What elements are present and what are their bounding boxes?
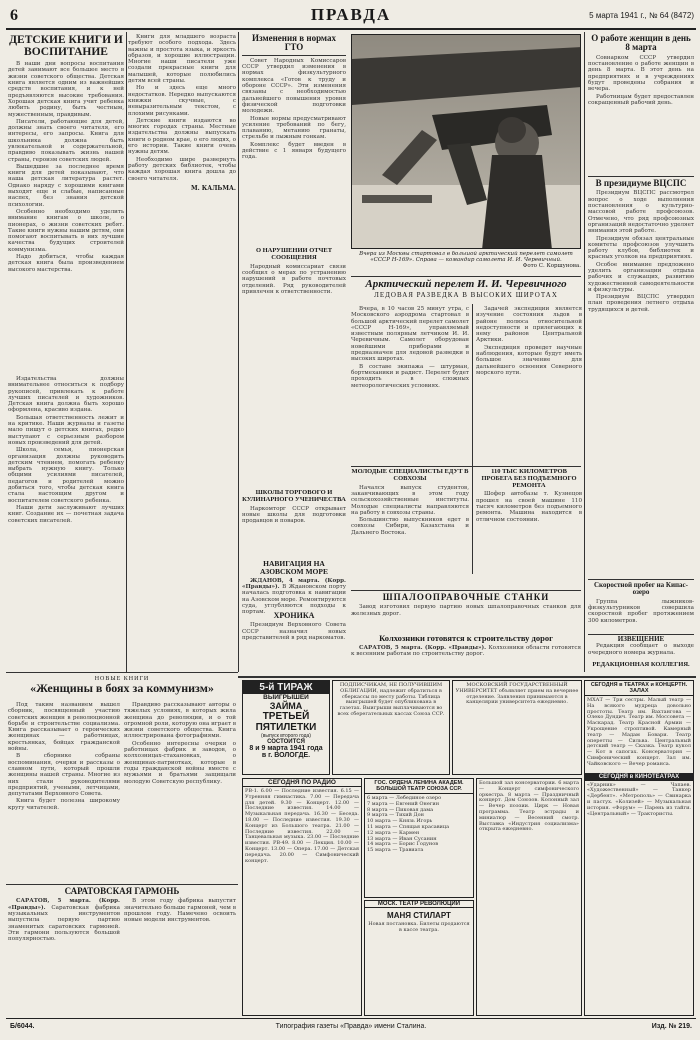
article-broken-reports: О НАРУШЕНИИ ОТЧЕТ СООБЩЕНИЯ Народный комиссариат связи сообщил о мерах по устранению нарушений в работе почтовых отделений. Ряд руководителей привлечен к ответственности. bbox=[242, 248, 346, 295]
azov-headline: НАВИГАЦИЯ НА АЗОВСКОМ МОРЕ bbox=[260, 560, 328, 576]
subscription-ad: ПОДПИСЧИКАМ, НЕ ПОЛУЧИВШИМ ОБЛИГАЦИИ, надлежит обратиться в сберкассы по месту работы. Таблица выигрышей будет опубликована в газетах. Выигрыши выплачиваются во всех сберегательных кассах Союза ССР. bbox=[332, 680, 450, 775]
radio-schedule: СЕГОДНЯ ПО РАДИО РВ-1. 6.00 — Последние известия. 6.15 — Утренняя гимнастика. 7.00 — Передача для детей. 9.30 — Концерт. 12.00 — Последние известия. 14.00 — Музыкальная передача. 16.30 — Беседа. 18.00 — Последние известия. 19.30 — Концерт из Большого театра. 21.00 — Последние известия. 22.00 — Танцевальная музыка. 23.00 — Последние известия. РВ-49. 8.00 — Лекция. 10.00 — Концерт. 13.00 — Опера. 17.00 — Детская передача. 20.00 — Симфонический концерт. bbox=[242, 778, 362, 1016]
km-headline: 110 ТЫС КИЛОМЕТРОВ ПРОБЕГА БЕЗ ПОДЪЕМНОГО РЕМОНТА bbox=[481, 469, 577, 489]
saratov-accordion-section: САРАТОВСКАЯ ГАРМОНЬ САРАТОВ, 5 марта. (Корр. «Правды»). Саратовская фабрика музыкальных инструментов выпустила первую партию знаменитых саратовских гармоней. Эти гармони пользуются большой популярностью. В этом году фабрика выпустит значительно больше гармоней, чем в прошлом году. Намечено освоить новые модели инструментов. bbox=[8, 887, 236, 943]
chronicle: ХРОНИКА Президиум Верховного Совета СССР назначил новых представителей в ряд наркоматов. bbox=[242, 612, 346, 641]
article-110k-km: 110 ТЫС КИЛОМЕТРОВ ПРОБЕГА БЕЗ ПОДЪЕМНОГО РЕМОНТА Шофер автобазы т. Кузнецов прошел на своей машине 110 тысяч километров без подъемного ремонта. Машина находится в отличном состоянии. bbox=[476, 469, 582, 523]
broken-headline: О НАРУШЕНИИ ОТЧЕТ СООБЩЕНИЯ bbox=[255, 248, 333, 261]
issue-date: 5 марта 1941 г., № 64 (8472) bbox=[589, 11, 694, 20]
article-gto: Изменения в нормах ГТО Совет Народных Комиссаров СССР утвердил изменения в нормах физкультурного комплекса «Готов к труду и обороне СССР». Эти изменения связаны с необходимостью дальнейшего повышения уровня физической подготовки молодежи. Новые нормы предусматривают усиление требований по бегу, плаванию, метанию гранаты, стрельбе и лыжным гонкам. Комплекс будет введен в действие с 1 января будущего года. bbox=[242, 34, 346, 161]
schools-headline: ШКОЛЫ ТОРГОВОГО И КУЛИНАРНОГО УЧЕНИЧЕСТВА bbox=[242, 490, 346, 503]
article-speed-race: Скоростной пробег на Кипас-озеро Группа лыжников-физкультурников совершила скоростной пробег протяжением 300 километров. bbox=[588, 582, 694, 624]
shpalo-headline: ШПАЛООПРАВОЧНЫЕ СТАНКИ bbox=[382, 593, 550, 602]
saratov-headline: САРАТОВСКАЯ ГАРМОНЬ bbox=[64, 887, 180, 896]
article-azov-navigation: НАВИГАЦИЯ НА АЗОВСКОМ МОРЕ ЖДАНОВ, 4 марта. (Корр. «Правды»). В Ждановском порту началась подготовка к навигации на Азовском море. Ремонтируются суда, углубляются подходы к портам. bbox=[242, 560, 346, 616]
newspaper-page: 6 ПРАВДА 5 марта 1941 г., № 64 (8472) ДЕТСКИЕ КНИГИ И ВОСПИТАНИЕ В наши дни вопросы воспитания детей занимают все большее место в жизни советского общества. Детская книга является одним из важнейших средств воспитания, и к ней предъявляются высокие требования. Хорошая детская книга учит ребенка любить родину, быть честным, мужественным, правдивым. Писатели, работающие для детей, должны знать своего читателя, его интересы, его запросы. Книга для школьника должна быть увлекательной и содержательной, правдиво показывать жизнь нашей страны, героизм советских людей. Вышедшие за последнее время книги для детей показывают, что наша детская литература растет. Однако наряду с хорошими книгами выходят еще и слабые, написанные наспех, без знания детской психологии. Особенно необходимо уделить внимание книгам о школе, о пионерах, о жизни советских ребят. Такие книги нужны нашим детям, они помогают воспитывать в них лучшие качества будущих строителей коммунизма. Надо добиться, чтобы каждая детская книга была произведением высокого мастерства. Издательства должны внимательнее относиться к подбору рукописей, привлекать к работе лучших писателей и художников. Детская книга должна быть хорошо оформлена, красиво издана. Большая ответственность лежит и на критике. Наши журналы и газеты мало пишут о детских книгах, редко выступают с серьезным разбором новых произведений для детей. Школа, семья, пионерская организация должны руководить детским чтением, помогать ребенку выбрать нужную книгу. Только общими усилиями писателей, педагогов и родителей можно добиться того, чтобы детская книга стала настоящим другом и воспитателем советского ребенка. Наши дети заслуживают лучших книг. Создание их — почетная задача советских писателей. Книги для младшего возраста требуют особого подхода. Здесь важны и простота языка, и яркость образов, и хорошие иллюстрации. Многие наши писатели уже создали прекрасные книги для малышей, которые полюбились детям всей страны. Но и здесь еще много недостатков. Нередко выпускаются книжки скучные, с невыразительным текстом, с плохими рисунками. Детские книги издаются во многих городах страны. Местные издательства должны выпускать книги о родном крае, о его людях, о его истории. Такие книги очень нужны детям. Необходимо шире развернуть работу детских библиотек, чтобы каждая хорошая книга дошла до своего читателя. М. КАЛЬМА. НОВЫЕ КНИГИ «Женщины в боях за коммунизм» Под таким названием вышел сборник, посвященный участию советских женщин в революционной борьбе и строительстве социализма. Книга рассказывает о героических женщинах — работницах, крестьянках, бойцах гражданской войны. В сборнике собраны воспоминания, очерки и рассказы о славном пути, который прошли женщины нашей страны. Многие из них стали руководителями предприятий, учеными, летчицами, депутатами Верховного Совета. Книга будет полезна широкому кругу читателей. Правдиво рассказывают авторы о тяжелых условиях, в которых жила женщина до революции, и о той огромной роли, которую она играет в жизни советского общества. Книга иллюстрирована фотографиями. Особенно интересны очерки о работницах фабрик и заводов, о колхозницах-стахановках, о женщинах-патриотках, которые в годы гражданской войны вместе с мужьями и братьями защищали молодую Советскую республику. САРАТОВСКАЯ ГАРМОНЬ САРАТОВ, 5 марта. (Корр. «Правды»). Саратовская фабрика музыкальных инструментов выпустила первую партию знаменитых саратовских гармоней. Эти гармони пользуются большой популярностью. В этом году фабрика выпустит значительно больше гармоней, чем в прошлом году. Намечено освоить новые модели инструментов. Изменения в нормах ГТО Совет Народных Комиссаров СССР утвердил изменения в нормах физкультурного комплекса «Готов к труду и обороне СССР». Эти изменения связаны с необходимостью дальнейшего повышения уровня физической подготовки молодежи. Новые нормы предусматривают усиление требований по бегу, плаванию, метанию гранаты, стрельбе и лыжным гонкам. Комплекс будет введен в действие с 1 января будущего года. О НАРУШЕНИИ ОТЧЕТ СООБЩЕНИЯ Народный комиссариат связи сообщил о мерах по устранению нарушений в работе почтовых отделений. Ряд руководителей привлечен к ответственности. ШКОЛЫ ТОРГОВОГО И КУЛИНАРНОГО УЧЕНИЧЕСТВА Наркомторг СССР открывает новые школы для подготовки продавцов и поваров. НАВИГАЦИЯ НА АЗОВСКОМ МОРЕ ЖДАНОВ, 4 марта. (Корр. «Правды»). В Ждановском порту началась подготовка к навигации на Азовском море. Ремонтируются суда, углубляются подходы к портам. ХРОНИКА Президиум Верховного Совета СССР назначил новых представителей в ряд наркоматов. Вчера из Москвы стартовал в большой арктический перелет самолет «СССР Н-169». Справа — командир самолета И. И. Черевичный. Фото С. Коршунова. Арктический перелет И. И. Черевичного ЛЕДОВАЯ РАЗВЕДКА В ВЫСОКИХ ШИРОТАХ Вчера, в 10 часов 25 минут утра, с Московского аэродрома стартовал в большой арктический перелет самолет «СССР Н-169», управляемый известным полярным летчиком И. И. Черевичным. Самолет оборудован новейшими приборами и предназначен для ледовой разведки в высоких широтах. В составе экипажа — штурман, бортмеханики и радист. Перелет будет проходить в сложных метеорологических условиях. Задачей экспедиции является изучение состояния льдов в районе полюса относительной недоступности и прилегающих к нему районов Центральной Арктики. Экспедиция проведет научные наблюдения, которые будут иметь большое значение для дальнейшего освоения Северного морского пути. МОЛОДЫЕ СПЕЦИАЛИСТЫ ЕДУТ В СОВХОЗЫ Начался выпуск студентов, заканчивающих в этом году сельскохозяйственные институты. Молодые специалисты направляются на работу в совхозы страны. Большинство выпускников едет в совхозы Сибири, Казахстана и Дальнего Востока. 110 ТЫС КИЛОМЕТРОВ ПРОБЕГА БЕЗ ПОДЪЕМНОГО РЕМОНТА Шофер автобазы т. Кузнецов прошел на своей машине 110 тысяч километров без подъемного ремонта. Машина находится в отличном состоянии. ШПАЛООПРАВОЧНЫЕ СТАНКИ Завод изготовил первую партию новых шпалоправочных станков для железных дорог. Колхозники готовятся к строительству дорог САРАТОВ, 5 марта. (Корр. «Правды»). Колхозники области готовятся к весенним работам по строительству дорог. О работе женщин в день 8 марта Совнарком СССР утвердил постановление о работе женщин в день 8 марта. В этот день на предприятиях и в учреждениях будут проведены собрания и вечера. Работницам будет предоставлен сокращенный рабочий день. В президиуме ВЦСПС Президиум ВЦСПС рассмотрел вопрос о ходе выполнения постановления о культурно-массовой работе профсоюзов. Отмечено, что ряд профсоюзных организаций недостаточно уделяет внимания этой работе. Президиум обязал центральные комитеты профсоюзов улучшить работу клубов, библиотек и красных уголков на предприятиях. Особое внимание предложено уделить организации отдыха рабочих и служащих, развитию художественной самодеятельности и физкультуры. Президиум ВЦСПС утвердил план проведения летнего отдыха трудящихся и детей. Скоростной пробег на Кипас-озеро Группа лыжников-физкультурников совершила скоростной пробег протяжением 300 километров. ИЗВЕЩЕНИЕ Редакция сообщает о выходе очередного номера журнала. РЕДАКЦИОННАЯ КОЛЛЕГИЯ. 5-й ТИРАЖ ВЫИГРЫШЕЙ ЗАЙМА ТРЕТЬЕЙ ПЯТИЛЕТКИ (выпуск второго года) СОСТОИТСЯ 8 и 9 марта 1941 года в г. ВОЛОГДЕ. ПОДПИСЧИКАМ, НЕ ПОЛУЧИВШИМ ОБЛИГАЦИИ, надлежит обратиться в сберкассы по месту работы. Таблица выигрышей будет опубликована в газетах. Выигрыши выплачиваются во всех сберегательных кассах Союза ССР. МОСКОВСКИЙ ГОСУДАРСТВЕННЫЙ УНИВЕРСИТЕТ объявляет прием на вечернее отделение. Заявления принимаются в канцелярии университета ежедневно. СЕГОДНЯ ПО РАДИО РВ-1. 6.00 — Последние известия. 6.15 — Утренняя гимнастика. 7.00 — Передача для детей. 9.30 — Концерт. 12.00 — Последние известия. 14.00 — Музыкальная передача. 16.30 — Беседа. 18.00 — Последние известия. 19.30 — Концерт из Большого театра. 21.00 — Последние известия. 22.00 — Танцевальная музыка. 23.00 — Последние известия. РВ-49. 8.00 — Лекция. 10.00 — Концерт. 13.00 — Опера. 17.00 — Детская передача. 20.00 — Симфонический концерт. ГОС. ОРДЕНА ЛЕНИНА АКАДЕМ. БОЛЬШОЙ ТЕАТР СОЮЗА ССР. 6 марта — Лебединое озеро 7 марта — Евгений Онегин 8 марта — Пиковая дама 9 марта — Тихий Дон 10 марта — Князь Игорь 11 марта — Спящая красавица 12 марта — Кармен 13 марта — Иван Сусанин 14 марта — Борис Годунов 15 марта — Травиата МОСК. ТЕАТР РЕВОЛЮЦИИ МАНЯ СТИЛАРТ Новая постановка. Билеты продаются в кассе театра. СЕГОДНЯ в ТЕАТРАХ и КОНЦЕРТН. ЗАЛАХ МХАТ — Три сестры. Малый театр — На всякого мудреца довольно простоты. Театр им. Вахтангова — Олеко Дундич. Театр им. Моссовета — Маскарад. Театр Красной Армии — Укрощение строптивой. Камерный театр — Мадам Бовари. Театр оперетты — Сильва. Центральный детский театр — Сказка. Театр кукол — Кот в сапогах. Консерватория — Симфонический концерт. Зал им. Чайковского — Вечер романса. СЕГОДНЯ в КИНОТЕАТРАХ «Ударник» — Чапаев. «Художественный» — Танкер «Дербент». «Метрополь» — Свинарка и пастух. «Колизей» — Музыкальная история. «Форум» — Парень из тайги. «Центральный» — Трактористы. Большой зал консерватории. 6 марта — Концерт симфонического оркестра. 8 марта — Праздничный концерт. Дом Союзов. Колонный зал — Вечер поэзии. Цирк — Новая программа. Театр эстрады и миниатюр — Весенний смотр. Выставка «Индустрия социализма» открыта ежедневно. Б/6044. Типография газеты «Правда» имени Сталина. Изд. № 219. bbox=[6, 4, 696, 1036]
footer-right: Изд. № 219. bbox=[651, 1023, 692, 1030]
flight-headline: Арктический перелет И. И. Черевичного bbox=[365, 279, 567, 290]
kolhoz-headline: Колхозники готовятся к строительству дорог bbox=[379, 634, 553, 643]
article-presidium: В президиуме ВЦСПС Президиум ВЦСПС рассмотрел вопрос о ходе выполнения постановления о культурно-массовой работе профсоюзов. Отмечено, что ряд профсоюзных организаций недостаточно уделяет внимания этой работе. Президиум обязал центральные комитеты профсоюзов улучшить работу клубов, библиотек и красных уголков на предприятиях. Особое внимание предложено уделить организации отдыха рабочих и служащих, развитию художественной самодеятельности и физкультуры. Президиум ВЦСПС утвердил план проведения летнего отдыха трудящихся и детей. bbox=[588, 179, 694, 313]
flight-subheadline: ЛЕДОВАЯ РАЗВЕДКА В ВЫСОКИХ ШИРОТАХ bbox=[374, 290, 558, 299]
revolution-theatre-ad: МОСК. ТЕАТР РЕВОЛЮЦИИ МАНЯ СТИЛАРТ Новая постановка. Билеты продаются в кассе театра. bbox=[364, 900, 474, 1016]
cinema-heading: СЕГОДНЯ в КИНОТЕАТРАХ bbox=[585, 773, 693, 781]
footer-left: Б/6044. bbox=[10, 1023, 35, 1030]
announcements-box: МОСКОВСКИЙ ГОСУДАРСТВЕННЫЙ УНИВЕРСИТЕТ объявляет прием на вечернее отделение. Заявления принимаются в канцелярии университета ежедневно. bbox=[452, 680, 582, 775]
article-sleeper-machines: ШПАЛООПРАВОЧНЫЕ СТАНКИ Завод изготовил первую партию новых шпалоправочных станков для железных дорог. bbox=[351, 593, 581, 617]
women-headline: О работе женщин в день 8 марта bbox=[591, 34, 691, 53]
arctic-flight-body-2: Задачей экспедиции является изучение состояния льдов в районе полюса относительной недоступности и прилегающих к нему районов Центральной Арктики. Экспедиция проведет научные наблюдения, которые будут иметь большое значение для дальнейшего освоения Северного морского пути. bbox=[476, 306, 582, 376]
masthead-bar bbox=[6, 4, 696, 30]
photo-credit: Фото С. Коршунова. bbox=[522, 263, 581, 269]
arctic-flight-header bbox=[351, 279, 581, 305]
section-label: НОВЫЕ КНИГИ bbox=[94, 676, 150, 682]
bolshoi-theatre-ad: ГОС. ОРДЕНА ЛЕНИНА АКАДЕМ. БОЛЬШОЙ ТЕАТР СОЮЗА ССР. 6 марта — Лебединое озеро 7 марта — Евгений Онегин 8 марта — Пиковая дама 9 марта — Тихий Дон 10 марта — Князь Игорь 11 марта — Спящая красавица 12 марта — Кармен 13 марта — Иван Сусанин 14 марта — Борис Годунов 15 марта — Травиата bbox=[364, 778, 474, 898]
article-kolhoz-roads: Колхозники готовятся к строительству дорог САРАТОВ, 5 марта. (Корр. «Правды»). Колхозники области готовятся к весенним работам по строительству дорог. bbox=[351, 634, 581, 658]
theatre-listing-2: Большой зал консерватории. 6 марта — Концерт симфонического оркестра. 8 марта — Праздничный концерт. Дом Союзов. Колонный зал — Вечер поэзии. Цирк — Новая программа. Театр эстрады и миниатюр — Весенний смотр. Выставка «Индустрия социализма» открыта ежедневно. bbox=[476, 778, 582, 1016]
headline: ДЕТСКИЕ КНИГИ И ВОСПИТАНИЕ bbox=[9, 34, 123, 59]
arctic-plane-photo bbox=[351, 34, 581, 249]
new-books-section bbox=[8, 676, 236, 700]
editorial-board: РЕДАКЦИОННАЯ КОЛЛЕГИЯ. bbox=[592, 662, 690, 668]
new-books-headline: «Женщины в боях за коммунизм» bbox=[30, 681, 214, 695]
page-number: 6 bbox=[10, 7, 18, 24]
theatres-listing: СЕГОДНЯ в ТЕАТРАХ и КОНЦЕРТН. ЗАЛАХ МХАТ — Три сестры. Малый театр — На всякого мудреца довольно простоты. Театр им. Вахтангова — Олеко Дундич. Театр им. Моссовета — Маскарад. Театр Красной Армии — Укрощение строптивой. Камерный театр — Мадам Бовари. Театр оперетты — Сильва. Центральный детский театр — Сказка. Театр кукол — Кот в сапогах. Консерватория — Симфонический концерт. Зал им. Чайковского — Вечер романса. СЕГОДНЯ в КИНОТЕАТРАХ «Ударник» — Чапаев. «Художественный» — Танкер «Дербент». «Метрополь» — Свинарка и пастух. «Колизей» — Музыкальная история. «Форум» — Парень из тайги. «Центральный» — Трактористы. bbox=[584, 680, 694, 1016]
notice-headline: ИЗВЕЩЕНИЕ bbox=[617, 636, 665, 643]
notice: ИЗВЕЩЕНИЕ Редакция сообщает о выходе очередного номера журнала. bbox=[588, 636, 694, 656]
masthead-title: ПРАВДА bbox=[310, 5, 392, 24]
article-children-books-cont: Книги для младшего возраста требуют особого подхода. Здесь важны и простота языка, и яркость образов, и хорошие иллюстрации. Многие наши писатели уже создали прекрасные книги для малышей, которые полюбились детям всей страны. Но и здесь еще много недостатков. Нередко выпускаются книжки скучные, с невыразительным текстом, с плохими рисунками. Детские книги издаются во многих городах страны. Местные издательства должны выпускать книги о родном крае, о его людях, о его истории. Такие книги очень нужны детям. Необходимо шире развернуть работу детских библиотек, чтобы каждая хорошая книга дошла до своего читателя. М. КАЛЬМА. bbox=[128, 34, 236, 192]
footer-center: Типография газеты «Правда» имени Сталина. bbox=[275, 1023, 427, 1030]
article-trade-schools: ШКОЛЫ ТОРГОВОГО И КУЛИНАРНОГО УЧЕНИЧЕСТВА Наркомторг СССР открывает новые школы для подготовки продавцов и поваров. bbox=[242, 490, 346, 525]
article-young-specialists: МОЛОДЫЕ СПЕЦИАЛИСТЫ ЕДУТ В СОВХОЗЫ Начался выпуск студентов, заканчивающих в этом году сельскохозяйственные институты. Молодые специалисты направляются на работу в совхозы страны. Большинство выпускников едет в совхозы Сибири, Казахстана и Дальнего Востока. bbox=[351, 469, 469, 536]
plane-photo-illustration bbox=[352, 35, 581, 249]
arctic-flight-body-1: Вчера, в 10 часов 25 минут утра, с Московского аэродрома стартовал в большой арктический перелет самолет «СССР Н-169», управляемый известным полярным летчиком И. И. Черевичным. Самолет оборудован новейшими приборами и предназначен для ледовой разведки в высоких широтах. В составе экипажа — штурман, бортмеханики и радист. Перелет будет проходить в сложных метеорологических условиях. bbox=[351, 306, 469, 389]
photo-caption: Вчера из Москвы стартовал в большой арктический перелет самолет «СССР Н-169». Справа — командир самолета И. И. Черевичный. bbox=[359, 251, 573, 263]
race-headline: Скоростной пробег на Кипас-озеро bbox=[594, 582, 688, 597]
chronicle-headline: ХРОНИКА bbox=[273, 612, 315, 620]
article-body: В наши дни вопросы воспитания детей занимают все большее место в жизни советского общества. Детская книга является одним из важнейших средств воспитания, и к ней предъявляются высокие требования. Хорошая детская книга учит ребенка любить родину, быть честным, мужественным, правдивым. Писатели, работающие для детей, должны знать своего читателя, его интересы, его запросы. Книга для школьника должна быть увлекательной и содержательной, правдиво показывать жизнь нашей страны, героизм советских людей. Вышедшие за последнее время книги для детей показывают, что наша детская литература растет. Однако наряду с хорошими книгами выходят еще и слабые, написанные наспех, без знания детской психологии. Особенно необходимо уделить внимание книгам о школе, о пионерах, о жизни советских ребят. Такие книги нужны нашим детям, они помогают воспитывать в них лучшие качества будущих строителей коммунизма. Надо добиться, чтобы каждая детская книга была произведением высокого мастерства. bbox=[8, 61, 124, 273]
article-signature: М. КАЛЬМА. bbox=[190, 184, 236, 192]
lottery-ad: 5-й ТИРАЖ ВЫИГРЫШЕЙ ЗАЙМА ТРЕТЬЕЙ ПЯТИЛЕТКИ (выпуск второго года) СОСТОИТСЯ 8 и 9 марта 1941 года в г. ВОЛОГДЕ. bbox=[242, 680, 330, 775]
article-women-day: О работе женщин в день 8 марта Совнарком СССР утвердил постановление о работе женщин в день 8 марта. В этот день на предприятиях и в учреждениях будут проведены собрания и вечера. Работницам будет предоставлен сокращенный рабочий день. bbox=[588, 34, 694, 106]
gto-headline: Изменения в нормах ГТО bbox=[242, 34, 346, 56]
article-children-books bbox=[8, 34, 124, 374]
presidium-headline: В президиуме ВЦСПС bbox=[595, 179, 687, 188]
young-headline: МОЛОДЫЕ СПЕЦИАЛИСТЫ ЕДУТ В СОВХОЗЫ bbox=[351, 469, 469, 482]
page-footer bbox=[6, 1018, 696, 1036]
